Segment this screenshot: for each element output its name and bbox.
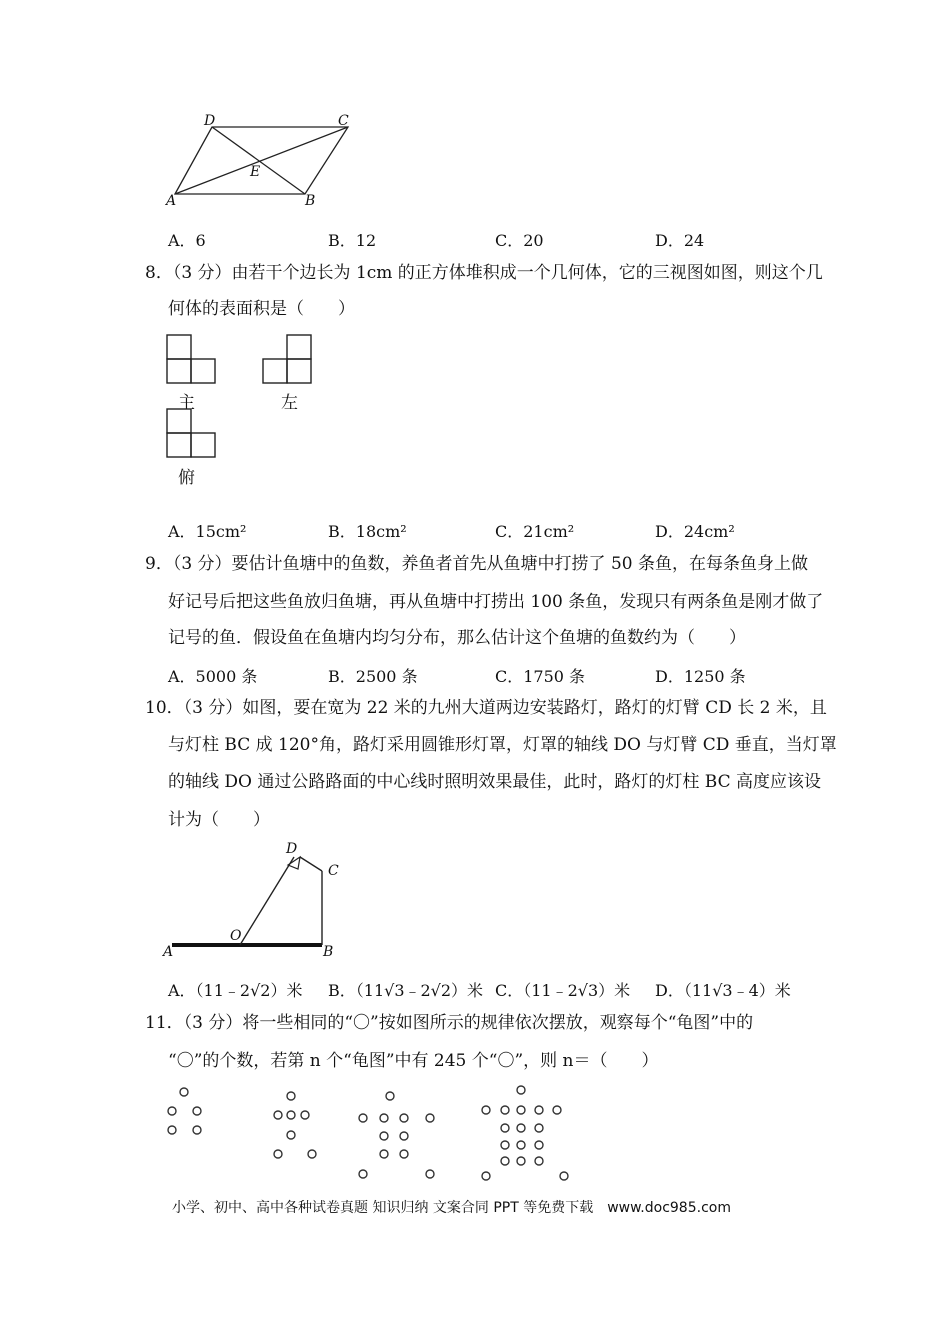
q10-option-c: C．（11﹣2√3）米 xyxy=(495,981,631,1000)
q10-text-line4: 计为（ ） xyxy=(168,810,270,830)
q7-option-b: B．12 xyxy=(328,231,377,250)
top-view-figure xyxy=(165,407,220,459)
front-view-label: 主 xyxy=(178,393,195,413)
label-A: A xyxy=(166,193,177,209)
q9-text-line3: 记号的鱼．假设鱼在鱼塘内均匀分布，那么估计这个鱼塘的鱼数约为（ ） xyxy=(168,628,746,648)
q9-text-line1: 9．（3 分）要估计鱼塘中的鱼数，养鱼者首先从鱼塘中打捞了 50 条鱼，在每条鱼身上做 xyxy=(145,554,808,574)
front-view-figure xyxy=(165,333,220,385)
label-D: D xyxy=(204,113,216,129)
label-A: A xyxy=(163,944,174,960)
q9-text-line2: 好记号后把这些鱼放归鱼塘，再从鱼塘中打捞出 100 条鱼，发现只有两条鱼是刚才做了 xyxy=(168,592,824,612)
q7-option-d: D．24 xyxy=(655,231,705,250)
q8-text-line1: 8．（3 分）由若干个边长为 1cm 的正方体堆积成一个几何体，它的三视图如图，则这个几 xyxy=(145,263,823,283)
q11-text-line1: 11．（3 分）将一些相同的“〇”按如图所示的规律依次摆放，观察每个“龟图”中的 xyxy=(145,1013,754,1033)
label-B: B xyxy=(305,193,316,209)
q10-text-line1: 10．（3 分）如图，要在宽为 22 米的九州大道两边安装路灯，路灯的灯臂 CD 长 2 米，且 xyxy=(145,698,827,718)
q7-option-a: A．6 xyxy=(168,231,206,250)
q11-text-line2: “〇”的个数，若第 n 个“龟图”中有 245 个“〇”，则 n＝（ ） xyxy=(168,1051,659,1071)
label-O: O xyxy=(230,928,242,944)
q8-option-c: C．21cm² xyxy=(495,522,575,541)
q7-option-c: C．20 xyxy=(495,231,544,250)
q8-option-d: D．24cm² xyxy=(655,522,735,541)
label-C: C xyxy=(338,113,349,129)
q8-option-a: A．15cm² xyxy=(168,522,247,541)
q10-option-a: A．（11﹣2√2）米 xyxy=(168,981,303,1000)
q10-option-d: D．（11√3﹣4）米 xyxy=(655,981,791,1000)
q9-option-a: A．5000 条 xyxy=(168,667,258,686)
left-view-figure xyxy=(261,333,316,385)
q10-text-line3: 的轴线 DO 通过公路路面的中心线时照明效果最佳，此时，路灯的灯柱 BC 高度应该设 xyxy=(168,772,821,792)
top-view-label: 俯 xyxy=(178,468,195,488)
streetlamp-figure xyxy=(160,835,360,960)
label-C: C xyxy=(328,863,339,879)
label-D: D xyxy=(286,841,298,857)
parallelogram-figure xyxy=(160,110,360,210)
q8-option-b: B．18cm² xyxy=(328,522,407,541)
label-B: B xyxy=(323,944,334,960)
q10-text-line2: 与灯柱 BC 成 120°角，路灯采用圆锥形灯罩，灯罩的轴线 DO 与灯臂 CD 垂直，当灯罩 xyxy=(168,735,837,755)
turtle-pattern-figure xyxy=(160,1080,580,1190)
q9-option-b: B．2500 条 xyxy=(328,667,418,686)
label-E: E xyxy=(250,164,261,180)
page-footer: 小学、初中、高中各种试卷真题 知识归纳 文案合同 PPT 等免费下载 www.doc985.com xyxy=(172,1200,731,1216)
q10-option-b: B．（11√3﹣2√2）米 xyxy=(328,981,484,1000)
q9-option-c: C．1750 条 xyxy=(495,667,586,686)
q9-option-d: D．1250 条 xyxy=(655,667,746,686)
q8-text-line2: 何体的表面积是（ ） xyxy=(168,299,355,319)
left-view-label: 左 xyxy=(281,393,298,413)
